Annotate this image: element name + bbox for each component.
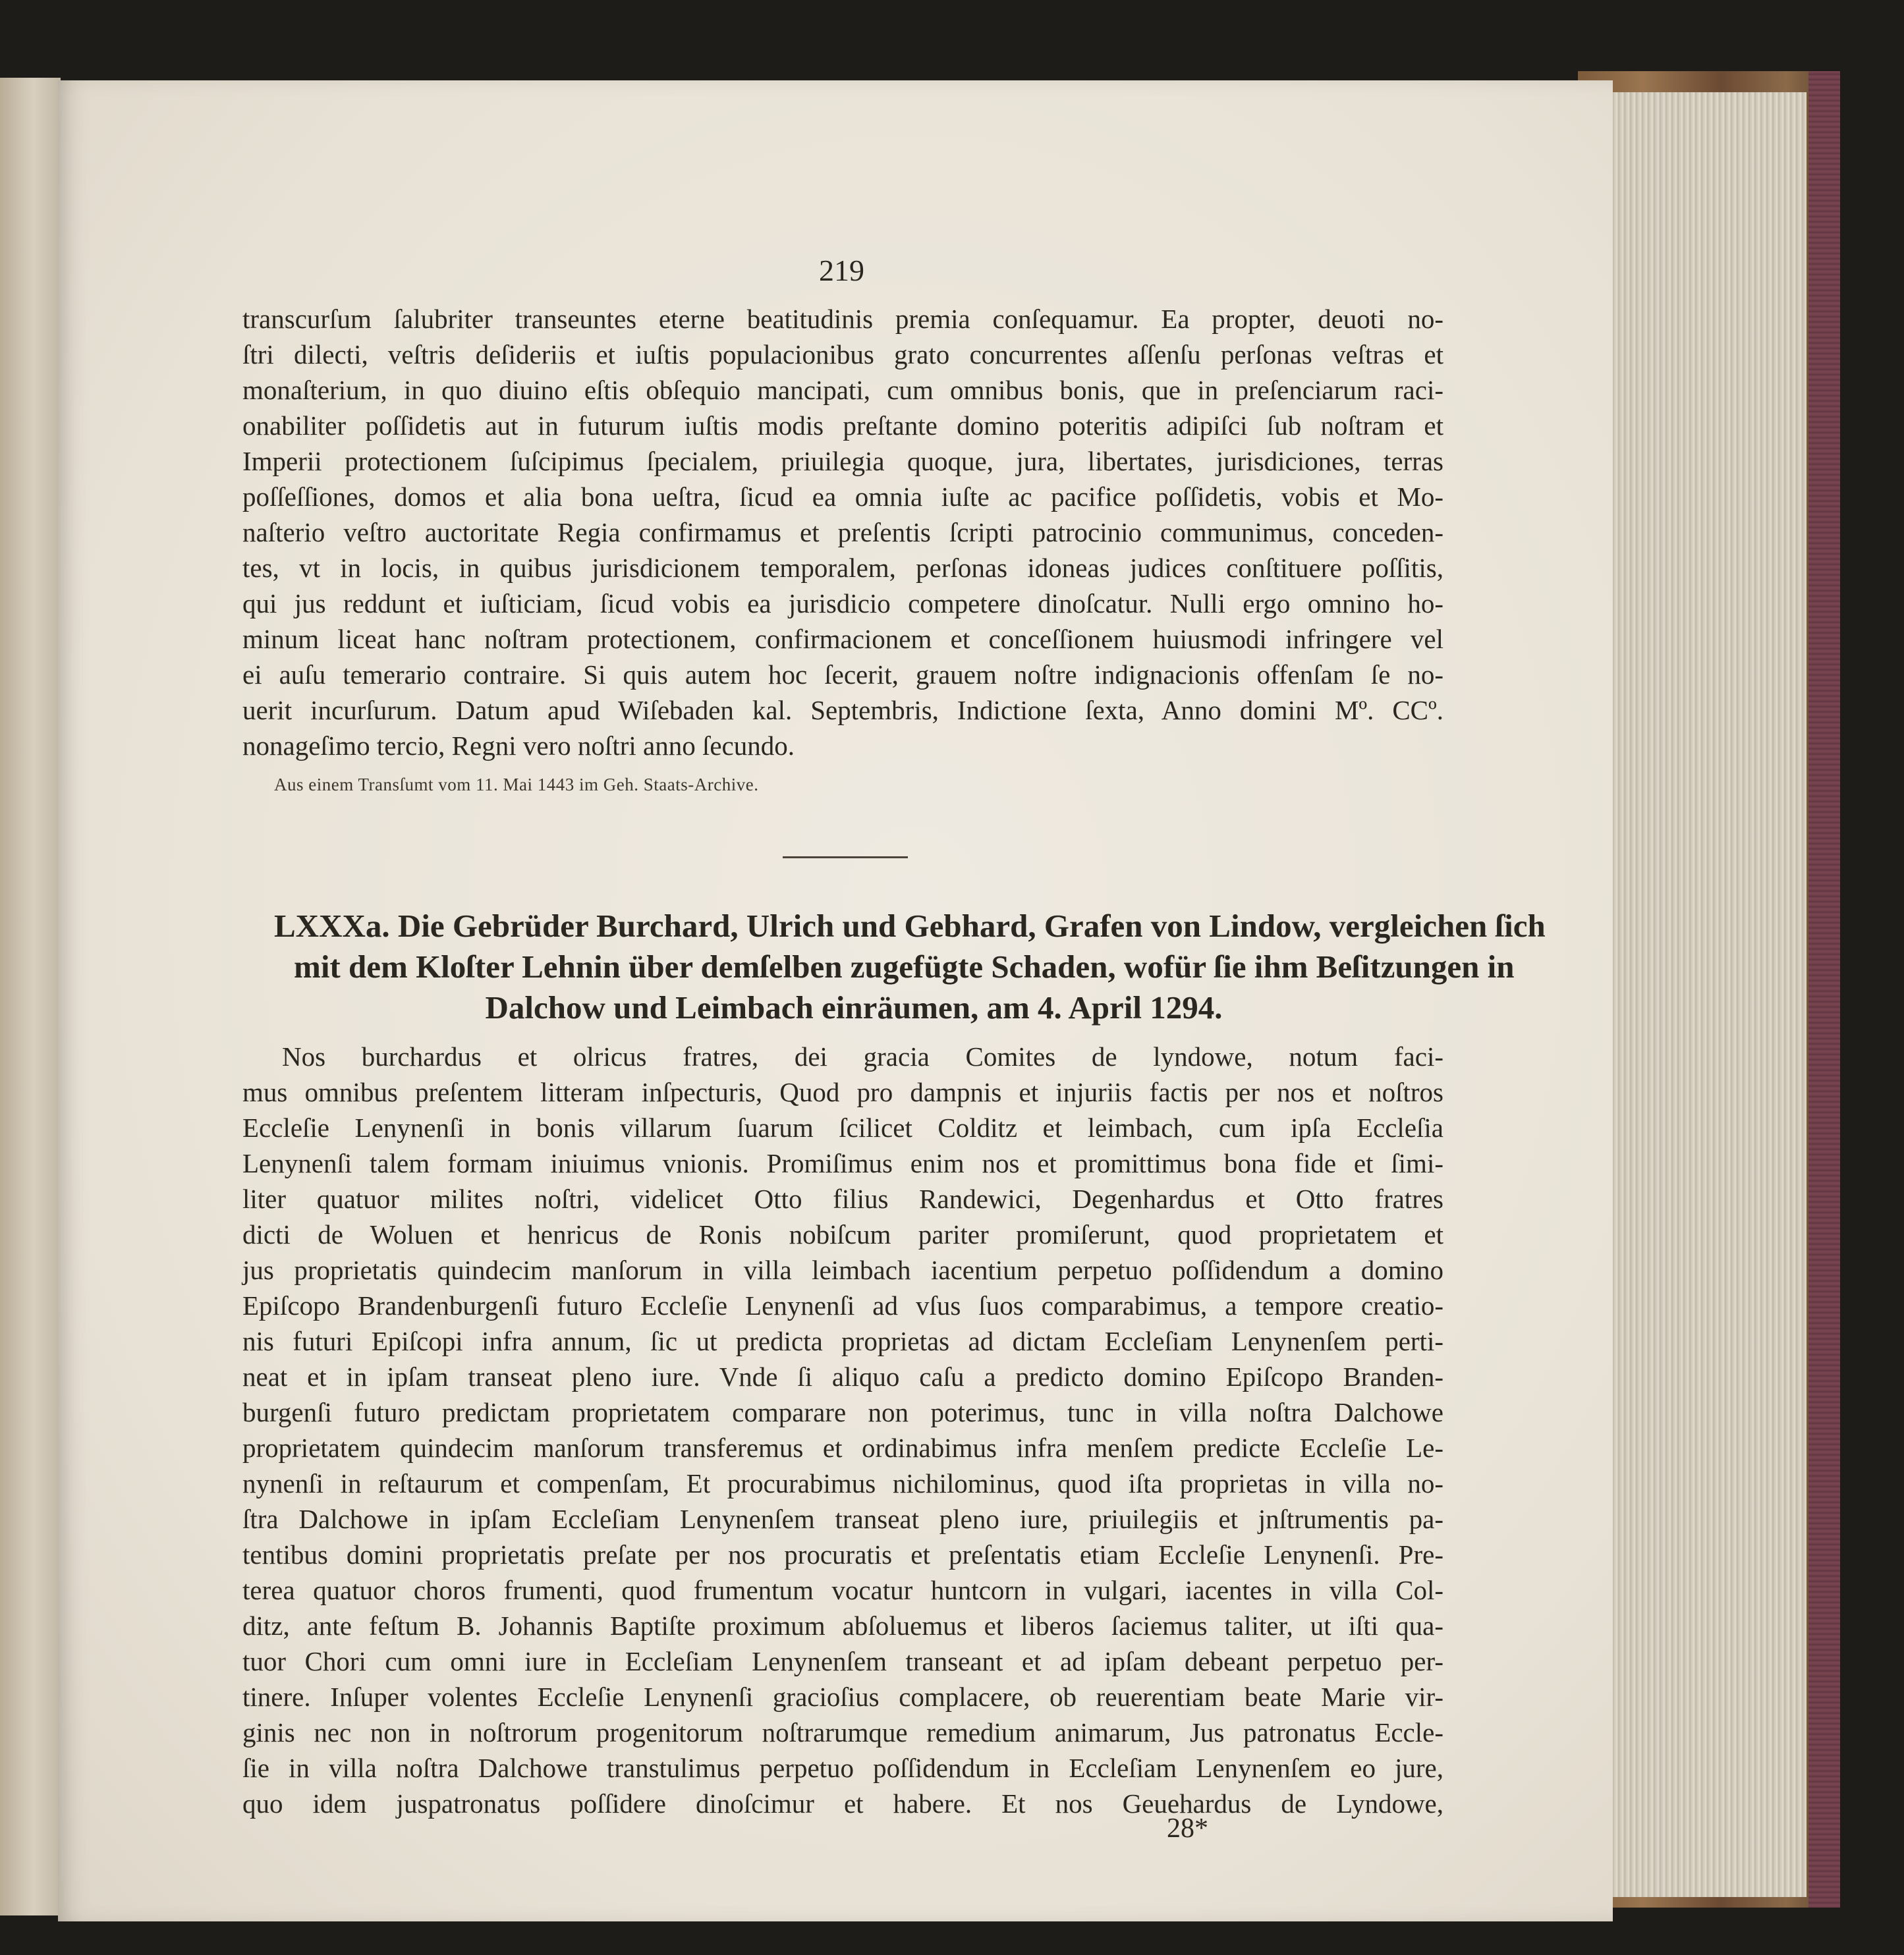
text-line: neat et in ipſam transeat pleno iure. Vnde ſi aliquo caſu a predicto domino Epiſcopo Branden-	[242, 1362, 1443, 1392]
text-line: ſie in villa noſtra Dalchowe transtulimus perpetuo poſſidendum in Eccleſiam Lenynenſem eo jure,	[242, 1753, 1443, 1783]
text-line: Nos burchardus et olricus fratres, dei gracia Comites de lyndowe, notum faci-	[282, 1041, 1443, 1072]
text-line: dicti de Woluen et henricus de Ronis nobiſcum pariter promiſerunt, quod proprietatem et	[242, 1219, 1443, 1250]
text-line: ſtra Dalchowe in ipſam Eccleſiam Lenynenſem transeat pleno iure, priuilegiis et jnſtrumentis pa-	[242, 1504, 1443, 1534]
text-line: tes, vt in locis, in quibus jurisdicionem temporalem, perſonas idoneas judices conſtituere poſſitis,	[242, 553, 1443, 583]
text-line: Epiſcopo Brandenburgenſi futuro Eccleſie Lenynenſi ad vſus ſuos comparabimus, a tempore creatio-	[242, 1290, 1443, 1321]
source-note: Aus einem Transſumt vom 11. Mai 1443 im Geh. Staats-Archive.	[274, 775, 759, 794]
text-line: nonageſimo tercio, Regni vero noſtri anno ſecundo.	[242, 730, 795, 761]
section-heading-line: LXXXa. Die Gebrüder Burchard, Ulrich und Gebhard, Grafen von Lindow, vergleichen ſich	[274, 908, 1546, 944]
text-line: tuor Chori cum omni iure in Eccleſiam Lenynenſem transeant et ad ipſam debeant perpetuo per-	[242, 1646, 1443, 1676]
text-line: poſſeſſiones, domos et alia bona ueſtra, ſicud ea omnia iuſte ac pacifice poſſidetis, vobis et Mo-	[242, 482, 1443, 512]
section-heading-line: Dalchow und Leimbach einräumen, am 4. April 1294.	[485, 989, 1223, 1026]
text-line: minum liceat hanc noſtram protectionem, confirmacionem et conceſſionem huiusmodi infringere vel	[242, 624, 1443, 654]
text-line: liter quatuor milites noſtri, videlicet Otto filius Randewici, Degenhardus et Otto fratres	[242, 1184, 1443, 1214]
text-line: Eccleſie Lenynenſi in bonis villarum ſuarum ſcilicet Colditz et leimbach, cum ipſa Eccleſia	[242, 1113, 1443, 1143]
text-line: Lenynenſi talem formam iniuimus vnionis. Promiſimus enim nos et promittimus bona fide et ſimi-	[242, 1148, 1443, 1178]
text-line: tinere. Inſuper volentes Eccleſie Lenynenſi gracioſius complacere, ob reuerentiam beate Marie vir-	[242, 1682, 1443, 1712]
text-line: qui jus reddunt et iuſticiam, ſicud vobis ea jurisdicio competere dinoſcatur. Nulli ergo omnino ho-	[242, 588, 1443, 619]
text-line: burgenſi futuro predictam proprietatem comparare non poterimus, tunc in villa noſtra Dalchowe	[242, 1397, 1443, 1427]
text-line: monaſterium, in quo diuino eſtis obſequio mancipati, cum omnibus bonis, que in preſenciarum raci-	[242, 375, 1443, 405]
text-line: ditz, ante feſtum B. Johannis Baptiſte proximum abſoluemus et liberos ſaciemus taliter, ut iſti qua-	[242, 1611, 1443, 1641]
text-line: quo idem juspatronatus poſſidere dinoſcimur et habere. Et nos Geuehardus de Lyndowe,	[242, 1788, 1443, 1819]
text-line: ei auſu temerario contraire. Si quis autem hoc ſecerit, grauem noſtre indignacionis offenſam ſe no-	[242, 659, 1443, 690]
section-heading-line: mit dem Kloſter Lehnin über demſelben zugefügte Schaden, wofür ſie ihm Beſitzungen in	[294, 949, 1515, 985]
cloth-spine-edge	[1808, 71, 1840, 1908]
text-line: jus proprietatis quindecim manſorum in villa leimbach iacentium perpetuo poſſidendum a domino	[242, 1255, 1443, 1285]
text-line: tentibus domini proprietatis preſate per nos procuratis et preſentatis etiam Eccleſie Lenynenſi. Pre-	[242, 1539, 1443, 1570]
text-line: proprietatem quindecim manſorum transferemus et ordinabimus infra menſem predicte Eccleſie Le-	[242, 1433, 1443, 1463]
page-number: 219	[819, 254, 864, 287]
section-divider	[783, 856, 908, 858]
text-line: nis futuri Epiſcopi infra annum, ſic ut predicta proprietas ad dictam Eccleſiam Lenynenſem perti-	[242, 1326, 1443, 1356]
left-page-edge	[0, 78, 61, 1915]
text-line: transcurſum ſalubriter transeuntes eterne beatitudinis premia conſequamur. Ea propter, deuoti no-	[242, 304, 1443, 334]
text-line: ginis nec non in noſtrorum progenitorum noſtrarumque remedium animarum, Jus patronatus Eccle-	[242, 1717, 1443, 1748]
signature-mark: 28*	[1167, 1813, 1208, 1844]
book-page	[58, 80, 1613, 1921]
text-line: ſtri dilecti, veſtris deſideriis et iuſtis populacionibus grato concurrentes aſſenſu perſonas veſtras et	[242, 339, 1443, 370]
text-line: nynenſi in reſtaurum et compenſam, Et procurabimus nichilominus, quod iſta proprietas in villa no-	[242, 1468, 1443, 1499]
text-line: Imperii protectionem ſuſcipimus ſpecialem, priuilegia quoque, jura, libertates, jurisdiciones, terras	[242, 446, 1443, 476]
text-line: onabiliter poſſidetis aut in futurum iuſtis modis preſtante domino poteritis adipiſci ſub noſtram et	[242, 410, 1443, 441]
text-line: naſterio veſtro auctoritate Regia confirmamus et preſentis ſcripti patrocinio communimus, conceden-	[242, 517, 1443, 547]
text-line: mus omnibus preſentem litteram inſpecturis, Quod pro dampnis et injuriis factis per nos et noſtros	[242, 1077, 1443, 1107]
text-line: terea quatuor choros frumenti, quod frumentum vocatur huntcorn in vulgari, iacentes in villa Col-	[242, 1575, 1443, 1605]
page-stack-edge	[1608, 92, 1806, 1897]
text-line: uerit incurſurum. Datum apud Wiſebaden kal. Septembris, Indictione ſexta, Anno domini Mº. CCº.	[242, 695, 1443, 725]
